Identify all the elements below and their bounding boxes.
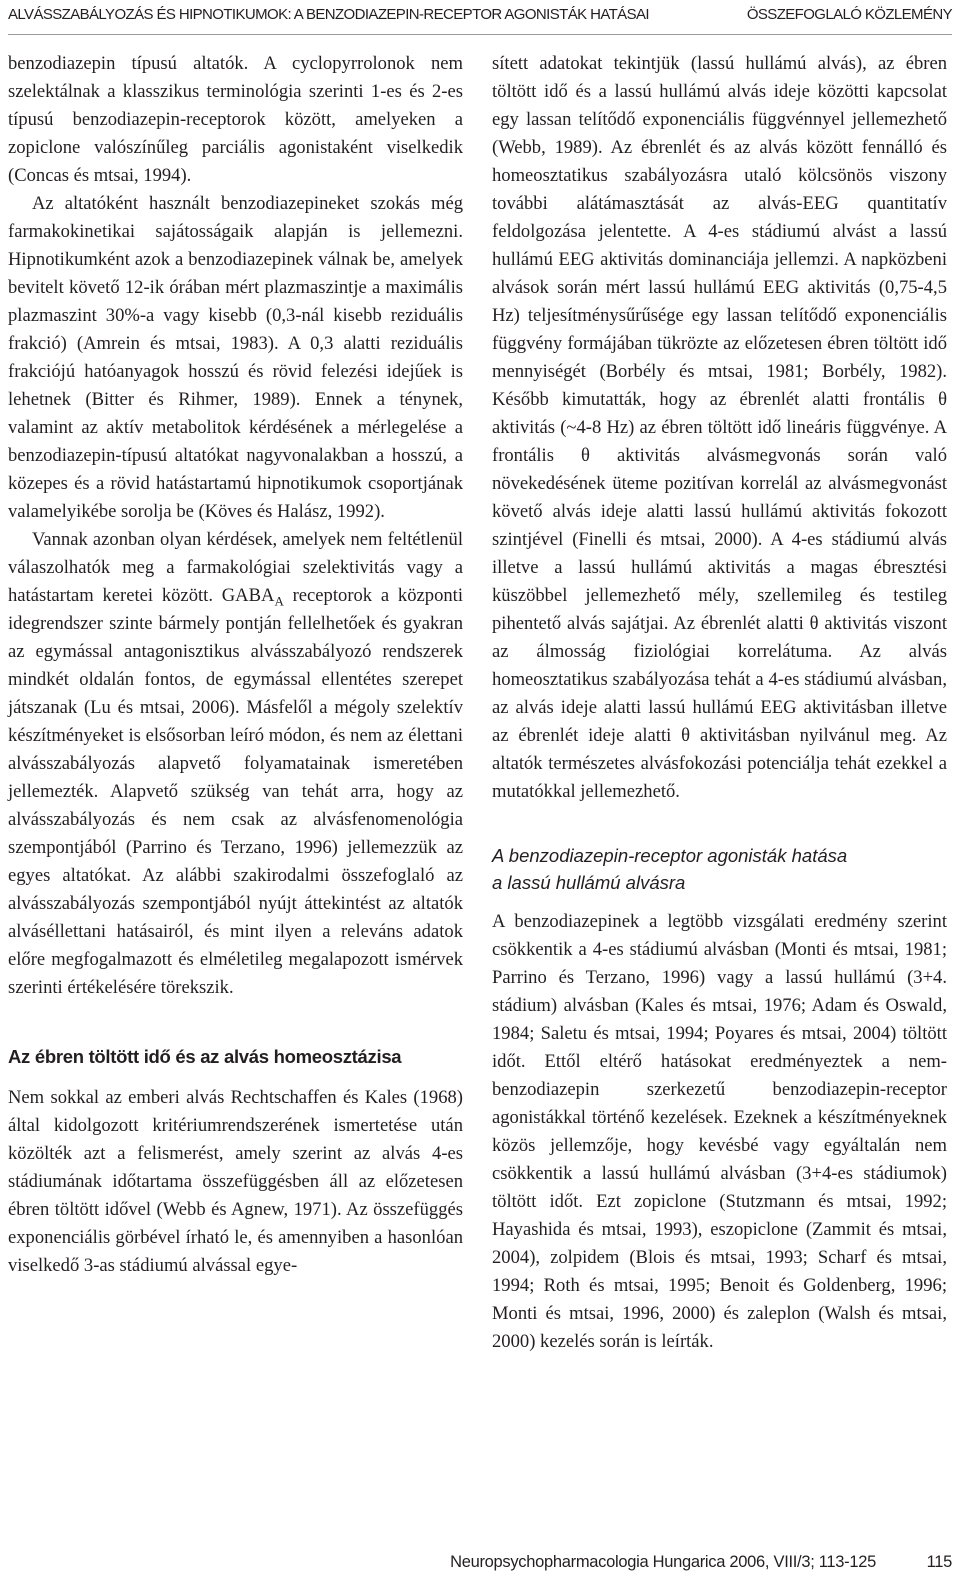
right-column [492, 50, 947, 1356]
journal-citation: Neuropsychopharmacologia Hungarica 2006, VIII/3; 113-125 [450, 1553, 876, 1571]
running-header-title: ALVÁSSZABÁLYOZÁS ÉS HIPNOTIKUMOK: A BENZODIAZEPIN-RECEPTOR AGONISTÁK HATÁSAI [8, 6, 649, 23]
header-divider [8, 34, 952, 35]
page-footer [8, 1553, 952, 1577]
subscript: A [274, 593, 284, 609]
subsection-heading-line: A benzodiazepin-receptor agonisták hatása [492, 845, 848, 866]
paragraph: sített adatokat tekintjük (lassú hullámú alvás), az ébren töltött idő és a lassú hullámú alvás ideje közötti kapcsolat egy lassan telítődő exponenciális függvénnyel jellemezhető (Webb, 1989). Az ébrenlét és az alvás között fennálló és homeosztatikus szabályozásra utaló kölcsönös viszony további alátámasztását az alvás-EEG quantitatív feldolgozása jelentette. A 4-es stádiumú alvást a lassú hullámú EEG aktivitás dominanciája jellemzi. A napközbeni alvások során mért lassú hullámú EEG aktivitás (0,75-4,5 Hz) teljesítménysűrűsége egy lassan telítődő exponenciális függvény formájában tükrözte az előzetesen ébren töltött idő mennyiségét (Borbély és mtsai, 1981; Borbély, 1982). Később kimutatták, hogy az ébrenlét alatti frontális θ aktivitás (~4-8 Hz) az ébren töltött idő lineáris függvénye. A frontális θ aktivitás alvásmegvonás során való növekedésének üteme pozitívan korrelál az alvásmegvonást követő alvás ideje alatti lassú hullámú aktivitás fokozott szintjével (Finelli és mtsai, 2000). A 4-es stádiumú alvás illetve a lassú hullámú aktivitás a magas ébresztési küszöbbel jellemezhető mély, szellemileg és testileg pihentető alvás sajátjai. Az ébrenlét alatti θ aktivitás viszont az álmosság fiziológiai korrelátuma. Az alvás homeosztatikus szabályozása tehát a 4-es stádiumú alvásban, az alvás ideje alatti lassú hullámú EEG aktivitásban illetve az ébrenlét ideje alatti θ aktivitásban nyilvánul meg. Az altatók természetes alvásfokozási potenciálja tehát ezekkel a mutatókkal jellemezhető. [492, 53, 947, 802]
paragraph: Az altatóként használt benzodiazepineket szokás még farmakokinetikai sajátosságaik alapján is jellemezni. Hipnotikumként azok a benzodiazepinek válnak be, amelyek bevitelt követő 12-ik órában mért plazmaszintje a maximális plazmaszint 30%-a vagy kisebb (0,3-nál kisebb reziduális frakció) (Amrein és mtsai, 1983). A 0,3 alatti reziduális frakciójú hatóanyagok hosszú és rövid felezési idejűek is lehetnek (Bitter és Rihmer, 1989). Ennek a ténynek, valamint az aktív metabolitok kérdésének a mérlegelése a benzodiazepin-típusú altatókat nagyvonalakban a hosszú, a közepes és a rövid hatástartamú hipnotikumok csoportjának valamelyikébe sorolja be (Köves és Halász, 1992). [8, 193, 463, 522]
paragraph: Nem sokkal az emberi alvás Rechtschaffen és Kales (1968) által kidolgozott kritériumrendszerének ismertetése után közölték azt a felismerést, amely szerint az alvás 4-es stádiumának időtartama összefüggésben áll az előzetesen ébren töltött idővel (Webb és Agnew, 1971). Az összefüggés exponenciális görbével írható le, és amennyiben a hasonlóan viselkedő 3-as stádiumú alvással egye- [8, 1087, 463, 1276]
section-heading: Az ébren töltött idő és az alvás homeosztázisa [8, 1046, 402, 1067]
paragraph-gaba [8, 526, 463, 1002]
page-number: 115 [926, 1553, 952, 1571]
left-column [8, 50, 463, 1280]
paragraph: A benzodiazepinek a legtöbb vizsgálati eredmény szerint csökkentik a 4-es stádiumú alvásban (Monti és mtsai, 1981; Parrino és Terzano, 1996) vagy a lassú hullámú (3+4. stádium) alvásban (Kales és mtsai, 1976; Adam és Oswald, 1984; Saletu és mtsai, 1994; Poyares és mtsai, 2004) töltött időt. Ettől eltérő hatásokat eredményeztek a nem-benzodiazepin szerkezetű benzodiazepin-receptor agonistákkal történő kezelések. Ezeknek a készítményeknek közös jellemzője, hogy kevésbé vagy egyáltalán nem csökkentik a lassú hullámú alvásban (3+4-es stádiumok) töltött időt. Ezt zopiclone (Stutzmann és mtsai, 1992; Hayashida és mtsai, 1993), eszopiclone (Zammit és mtsai, 2004), zolpidem (Blois és mtsai, 1993; Scharf és mtsai, 1994; Roth és mtsai, 1995; Benoit és Goldenberg, 1996; Monti és mtsai, 1996, 2000) és zaleplon (Walsh és mtsai, 2000) kezelés során is leírták. [492, 911, 947, 1352]
running-header-section: ÖSSZEFOGLALÓ KÖZLEMÉNY [746, 6, 952, 23]
paragraph-text: receptorok a központi idegrendszer szinte bármely pontján fellelhetőek és gyakran az egymással antagonisztikus alvásszabályozó rendszerek mindkét oldalán fontos, de egymással ellentétes szerepet játszanak (Lu és mtsai, 2006). Másfelől a mégoly szelektív készítményeket is elsősorban leíró módon, és nem az élettani alvásszabályozás alapvető folyamatainak ismeretében jellemezték. Alapvető szükség van tehát arra, hogy az alvásszabályozás és nem csak az alvásfenomenológia szempontjából (Parrino és Terzano, 1996) jellemezzük az egyes altatókat. Az alábbi szakirodalmi összefoglaló az alvásszabályozás szempontjából nyújt áttekintést az altatók alváséllettani hatásairól, és mint ilyen a releváns adatok előre megfogalmazott és elméletileg megalapozott ismérvek szerinti értékelésére törekszik. [8, 585, 463, 998]
subsection-heading [492, 842, 947, 896]
paragraph-text: Vannak azonban olyan kérdések, amelyek nem feltétlenül válaszolhatók meg a farmakológiai szelektivitás vagy a hatástartam keretei között. GABA [8, 529, 463, 606]
subsection-heading-line: a lassú hullámú alvásra [492, 872, 686, 893]
running-header [8, 6, 952, 34]
paragraph: benzodiazepin típusú altatók. A cyclopyrrolonok nem szelektálnak a klasszikus terminológia szerinti 1-es és 2-es típusú benzodiazepin-receptorok között, amelyeken a zopiclone valószínűleg parciális agonistaként viselkedik (Concas és mtsai, 1994). [8, 53, 463, 186]
